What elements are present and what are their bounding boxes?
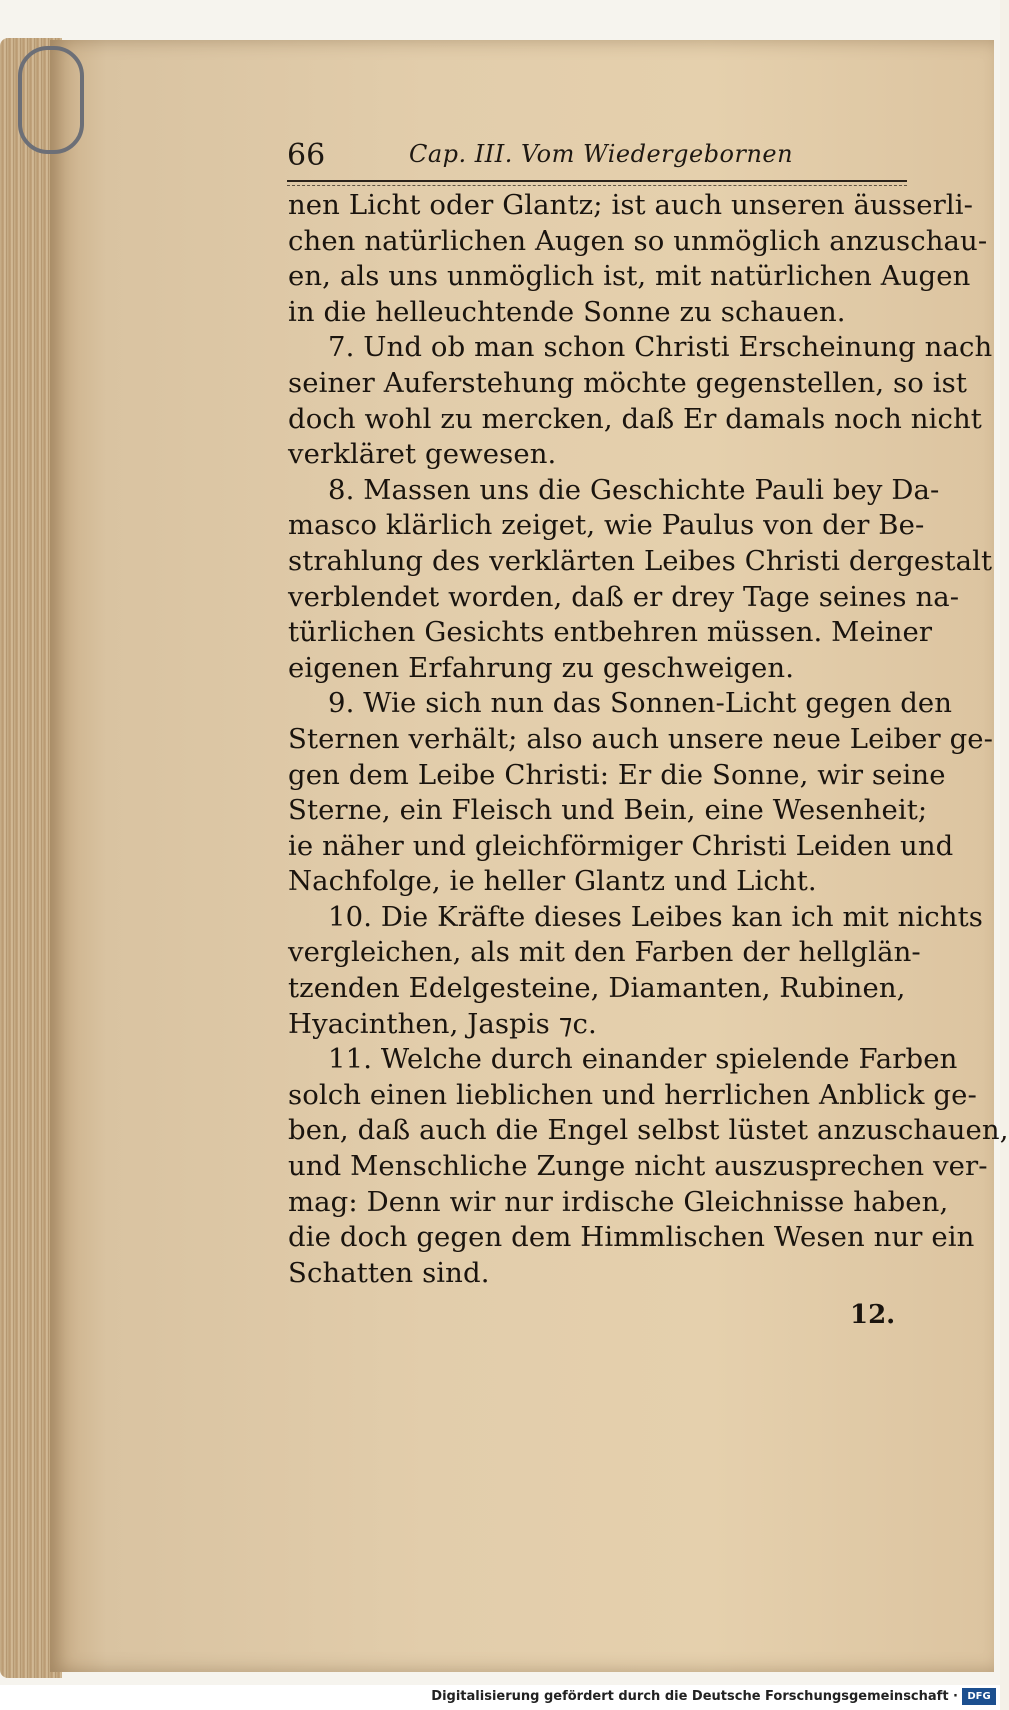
text-line: eigenen Erfahrung zu geschweigen. bbox=[288, 651, 795, 684]
header-rule-dashed bbox=[287, 185, 907, 186]
text-line: vergleichen, als mit den Farben der hellglän- bbox=[288, 936, 921, 969]
text-line: doch wohl zu mercken, daß Er damals noch nicht bbox=[288, 402, 982, 435]
dfg-logo-icon[interactable]: DFG bbox=[962, 1688, 996, 1705]
text-line: nen Licht oder Glantz; ist auch unseren äusserli- bbox=[288, 189, 974, 221]
text-line: seiner Auferstehung möchte gegenstellen, so ist bbox=[288, 366, 967, 399]
text-line: tzenden Edelgesteine, Diamanten, Rubinen, bbox=[288, 972, 906, 1005]
paragraph-8-start: 8. Massen uns die Geschichte Pauli bey Da- bbox=[328, 473, 940, 506]
catchword: 12. bbox=[850, 1300, 896, 1330]
text-line: Sternen verhält; also auch unsere neue Leiber ge- bbox=[288, 722, 994, 755]
header-rule-line bbox=[287, 180, 907, 182]
text-line: die doch gegen dem Himmlischen Wesen nur ein bbox=[288, 1221, 975, 1254]
text-line: masco klärlich zeiget, wie Paulus von der Be- bbox=[288, 509, 925, 542]
text-line: ie näher und gleichförmiger Christi Leiden und bbox=[288, 829, 954, 862]
text-line: solch einen lieblichen und herrlichen Anblick ge- bbox=[288, 1078, 977, 1111]
text-line: en, als uns unmöglich ist, mit natürlichen Augen bbox=[288, 260, 971, 293]
running-head: Cap. III. Vom Wiedergebornen bbox=[409, 140, 794, 168]
text-line: Hyacinthen, Jaspis ⁊c. bbox=[288, 1007, 597, 1040]
text-line: gen dem Leibe Christi: Er die Sonne, wir seine bbox=[288, 758, 946, 791]
text-line: chen natürlichen Augen so unmöglich anzuschau- bbox=[288, 224, 988, 257]
text-line: Schatten sind. bbox=[288, 1256, 490, 1289]
text-line: und Menschliche Zunge nicht auszusprechen ver- bbox=[288, 1150, 988, 1183]
text-line: türlichen Gesichts entbehren müssen. Meiner bbox=[288, 616, 933, 649]
text-line: Sterne, ein Fleisch und Bein, eine Wesenheit; bbox=[288, 794, 928, 827]
text-line: Nachfolge, ie heller Glantz und Licht. bbox=[288, 865, 817, 898]
page-number: 66 bbox=[287, 138, 326, 173]
text-line: mag: Denn wir nur irdische Gleichnisse haben, bbox=[288, 1185, 949, 1218]
text-line: strahlung des verklärten Leibes Christi dergestalt bbox=[288, 544, 993, 577]
paragraph-7-start: 7. Und ob man schon Christi Erscheinung nach bbox=[328, 331, 993, 364]
paragraph-10-start: 10. Die Kräfte dieses Leibes kan ich mit nichts bbox=[328, 900, 983, 933]
text-line: ben, daß auch die Engel selbst lüstet anzuschauen, bbox=[288, 1114, 1009, 1147]
digitization-footer bbox=[0, 1685, 1000, 1710]
paragraph-11-start: 11. Welche durch einander spielende Farben bbox=[328, 1043, 958, 1076]
body-text bbox=[288, 188, 1009, 1291]
funding-credit: Digitalisierung gefördert durch die Deutsche Forschungsgemeinschaft · bbox=[431, 1689, 958, 1704]
text-line: verblendet worden, daß er drey Tage seines na- bbox=[288, 580, 960, 613]
text-line: in die helleuchtende Sonne zu schauen. bbox=[288, 295, 846, 328]
page-header bbox=[287, 138, 907, 178]
paragraph-9-start: 9. Wie sich nun das Sonnen-Licht gegen den bbox=[328, 687, 953, 720]
page-clip-icon bbox=[18, 46, 84, 154]
text-line: verkläret gewesen. bbox=[288, 438, 557, 471]
